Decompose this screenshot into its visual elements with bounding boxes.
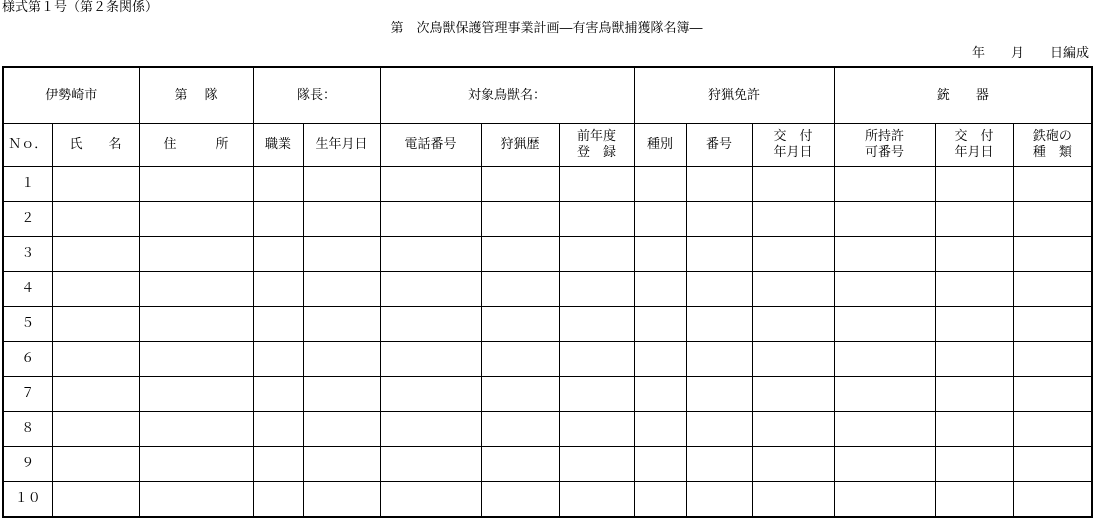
empty-cell-possession-permit-number — [834, 342, 935, 377]
empty-cell-phone — [380, 377, 481, 412]
empty-cell-name — [52, 237, 139, 272]
empty-cell-phone — [380, 482, 481, 518]
hunting-license-header: 狩猟免許 — [634, 67, 834, 124]
empty-cell-name — [52, 307, 139, 342]
column-header-address: 住 所 — [139, 124, 253, 167]
column-header-row — [3, 124, 1092, 167]
empty-cell-birthdate — [303, 412, 380, 447]
empty-cell-occupation — [253, 202, 303, 237]
empty-cell-license-issue-date — [752, 482, 834, 518]
empty-cell-permit-issue-date — [935, 447, 1013, 482]
formation-date-line: 年 月 日編成 — [971, 46, 1089, 61]
empty-cell-phone — [380, 202, 481, 237]
table-row — [3, 307, 1092, 342]
empty-cell-permit-issue-date — [935, 482, 1013, 518]
column-header-previous-year-registration: 前年度 登 録 — [559, 124, 634, 167]
table-row — [3, 237, 1092, 272]
firearm-header: 銃 器 — [834, 67, 1092, 124]
empty-cell-possession-permit-number — [834, 482, 935, 518]
empty-cell-name — [52, 272, 139, 307]
empty-cell-license-issue-date — [752, 237, 834, 272]
empty-cell-previous-year-registration — [559, 237, 634, 272]
empty-cell-license-number — [686, 167, 752, 202]
empty-cell-permit-issue-date — [935, 202, 1013, 237]
column-header-no: Ｎｏ． — [3, 124, 52, 167]
empty-cell-name — [52, 342, 139, 377]
empty-cell-birthdate — [303, 272, 380, 307]
empty-cell-name — [52, 167, 139, 202]
empty-cell-license-type — [634, 342, 686, 377]
empty-cell-hunting-history — [481, 342, 559, 377]
row-number: ７ — [3, 377, 52, 412]
empty-cell-license-number — [686, 342, 752, 377]
empty-cell-phone — [380, 237, 481, 272]
row-number: ４ — [3, 272, 52, 307]
empty-cell-possession-permit-number — [834, 272, 935, 307]
empty-cell-hunting-history — [481, 412, 559, 447]
column-header-birthdate: 生年月日 — [303, 124, 380, 167]
empty-cell-license-type — [634, 272, 686, 307]
empty-cell-name — [52, 447, 139, 482]
empty-cell-hunting-history — [481, 202, 559, 237]
empty-cell-name — [52, 377, 139, 412]
empty-cell-occupation — [253, 167, 303, 202]
empty-cell-gun-type — [1013, 482, 1092, 518]
empty-cell-birthdate — [303, 342, 380, 377]
empty-cell-name — [52, 412, 139, 447]
group-header-row — [3, 67, 1092, 124]
empty-cell-permit-issue-date — [935, 237, 1013, 272]
table-row — [3, 272, 1092, 307]
empty-cell-license-number — [686, 377, 752, 412]
empty-cell-previous-year-registration — [559, 447, 634, 482]
empty-cell-occupation — [253, 482, 303, 518]
empty-cell-license-type — [634, 377, 686, 412]
table-row — [3, 412, 1092, 447]
empty-cell-license-issue-date — [752, 447, 834, 482]
empty-cell-occupation — [253, 237, 303, 272]
empty-cell-license-type — [634, 307, 686, 342]
empty-cell-previous-year-registration — [559, 412, 634, 447]
empty-cell-birthdate — [303, 237, 380, 272]
row-number: ２ — [3, 202, 52, 237]
column-header-occupation: 職業 — [253, 124, 303, 167]
empty-cell-license-issue-date — [752, 377, 834, 412]
empty-cell-hunting-history — [481, 447, 559, 482]
column-header-possession-permit-number: 所持許 可番号 — [834, 124, 935, 167]
empty-cell-permit-issue-date — [935, 307, 1013, 342]
table-row — [3, 202, 1092, 237]
empty-cell-address — [139, 342, 253, 377]
empty-cell-gun-type — [1013, 307, 1092, 342]
column-header-license-type: 種別 — [634, 124, 686, 167]
empty-cell-name — [52, 482, 139, 518]
empty-cell-license-type — [634, 412, 686, 447]
column-header-hunting-history: 狩猟歴 — [481, 124, 559, 167]
empty-cell-gun-type — [1013, 167, 1092, 202]
empty-cell-birthdate — [303, 482, 380, 518]
column-header-phone: 電話番号 — [380, 124, 481, 167]
empty-cell-address — [139, 482, 253, 518]
empty-cell-name — [52, 202, 139, 237]
roster-table — [2, 66, 1093, 518]
empty-cell-license-number — [686, 307, 752, 342]
empty-cell-possession-permit-number — [834, 377, 935, 412]
empty-cell-birthdate — [303, 307, 380, 342]
table-row — [3, 447, 1092, 482]
empty-cell-occupation — [253, 307, 303, 342]
empty-cell-address — [139, 412, 253, 447]
empty-cell-address — [139, 272, 253, 307]
empty-cell-phone — [380, 307, 481, 342]
empty-cell-occupation — [253, 272, 303, 307]
row-number: ３ — [3, 237, 52, 272]
empty-cell-address — [139, 447, 253, 482]
empty-cell-address — [139, 307, 253, 342]
empty-cell-hunting-history — [481, 307, 559, 342]
table-row — [3, 167, 1092, 202]
empty-cell-permit-issue-date — [935, 412, 1013, 447]
column-header-name: 氏 名 — [52, 124, 139, 167]
empty-cell-license-issue-date — [752, 307, 834, 342]
empty-cell-hunting-history — [481, 482, 559, 518]
empty-cell-hunting-history — [481, 237, 559, 272]
empty-cell-possession-permit-number — [834, 202, 935, 237]
empty-cell-birthdate — [303, 202, 380, 237]
empty-cell-permit-issue-date — [935, 342, 1013, 377]
empty-cell-permit-issue-date — [935, 377, 1013, 412]
empty-cell-gun-type — [1013, 272, 1092, 307]
row-number: １０ — [3, 482, 52, 518]
row-number: ５ — [3, 307, 52, 342]
row-number: ８ — [3, 412, 52, 447]
column-header-license-number: 番号 — [686, 124, 752, 167]
empty-cell-address — [139, 377, 253, 412]
empty-cell-license-number — [686, 412, 752, 447]
empty-cell-permit-issue-date — [935, 167, 1013, 202]
empty-cell-license-issue-date — [752, 342, 834, 377]
form-number: 様式第１号（第２条関係） — [2, 0, 159, 15]
empty-cell-previous-year-registration — [559, 202, 634, 237]
empty-cell-phone — [380, 272, 481, 307]
empty-cell-gun-type — [1013, 237, 1092, 272]
empty-cell-license-issue-date — [752, 272, 834, 307]
empty-cell-previous-year-registration — [559, 377, 634, 412]
column-header-gun-type: 鉄砲の 種 類 — [1013, 124, 1092, 167]
empty-cell-phone — [380, 447, 481, 482]
empty-cell-address — [139, 202, 253, 237]
empty-cell-address — [139, 167, 253, 202]
empty-cell-occupation — [253, 342, 303, 377]
empty-cell-gun-type — [1013, 342, 1092, 377]
row-number: １ — [3, 167, 52, 202]
squad-number-cell: 第 隊 — [139, 67, 253, 124]
roster-body — [3, 167, 1092, 518]
empty-cell-license-number — [686, 237, 752, 272]
empty-cell-occupation — [253, 447, 303, 482]
row-number: ６ — [3, 342, 52, 377]
empty-cell-possession-permit-number — [834, 412, 935, 447]
empty-cell-license-number — [686, 272, 752, 307]
empty-cell-license-number — [686, 202, 752, 237]
table-row — [3, 342, 1092, 377]
empty-cell-address — [139, 237, 253, 272]
empty-cell-possession-permit-number — [834, 237, 935, 272]
city-name-cell: 伊勢崎市 — [3, 67, 139, 124]
empty-cell-license-number — [686, 482, 752, 518]
empty-cell-license-type — [634, 237, 686, 272]
empty-cell-previous-year-registration — [559, 482, 634, 518]
document-title: 第 次鳥獣保護管理事業計画―有害鳥獣捕獲隊名簿― — [390, 21, 703, 36]
empty-cell-license-type — [634, 202, 686, 237]
empty-cell-license-type — [634, 167, 686, 202]
empty-cell-possession-permit-number — [834, 307, 935, 342]
empty-cell-phone — [380, 342, 481, 377]
empty-cell-license-issue-date — [752, 202, 834, 237]
column-header-permit-issue-date: 交 付 年月日 — [935, 124, 1013, 167]
empty-cell-birthdate — [303, 167, 380, 202]
column-header-license-issue-date: 交 付 年月日 — [752, 124, 834, 167]
table-row — [3, 482, 1092, 518]
empty-cell-gun-type — [1013, 412, 1092, 447]
squad-leader-cell: 隊長： — [253, 67, 380, 124]
empty-cell-license-issue-date — [752, 167, 834, 202]
empty-cell-occupation — [253, 412, 303, 447]
empty-cell-previous-year-registration — [559, 167, 634, 202]
empty-cell-gun-type — [1013, 377, 1092, 412]
empty-cell-hunting-history — [481, 272, 559, 307]
target-species-cell: 対象鳥獣名： — [380, 67, 634, 124]
empty-cell-previous-year-registration — [559, 342, 634, 377]
empty-cell-birthdate — [303, 377, 380, 412]
empty-cell-possession-permit-number — [834, 167, 935, 202]
empty-cell-phone — [380, 412, 481, 447]
row-number: ９ — [3, 447, 52, 482]
empty-cell-license-type — [634, 447, 686, 482]
empty-cell-hunting-history — [481, 377, 559, 412]
empty-cell-license-number — [686, 447, 752, 482]
empty-cell-license-issue-date — [752, 412, 834, 447]
empty-cell-birthdate — [303, 447, 380, 482]
table-row — [3, 377, 1092, 412]
empty-cell-phone — [380, 167, 481, 202]
empty-cell-hunting-history — [481, 167, 559, 202]
empty-cell-previous-year-registration — [559, 272, 634, 307]
empty-cell-previous-year-registration — [559, 307, 634, 342]
empty-cell-possession-permit-number — [834, 447, 935, 482]
empty-cell-gun-type — [1013, 447, 1092, 482]
empty-cell-permit-issue-date — [935, 272, 1013, 307]
empty-cell-occupation — [253, 377, 303, 412]
empty-cell-gun-type — [1013, 202, 1092, 237]
empty-cell-license-type — [634, 482, 686, 518]
